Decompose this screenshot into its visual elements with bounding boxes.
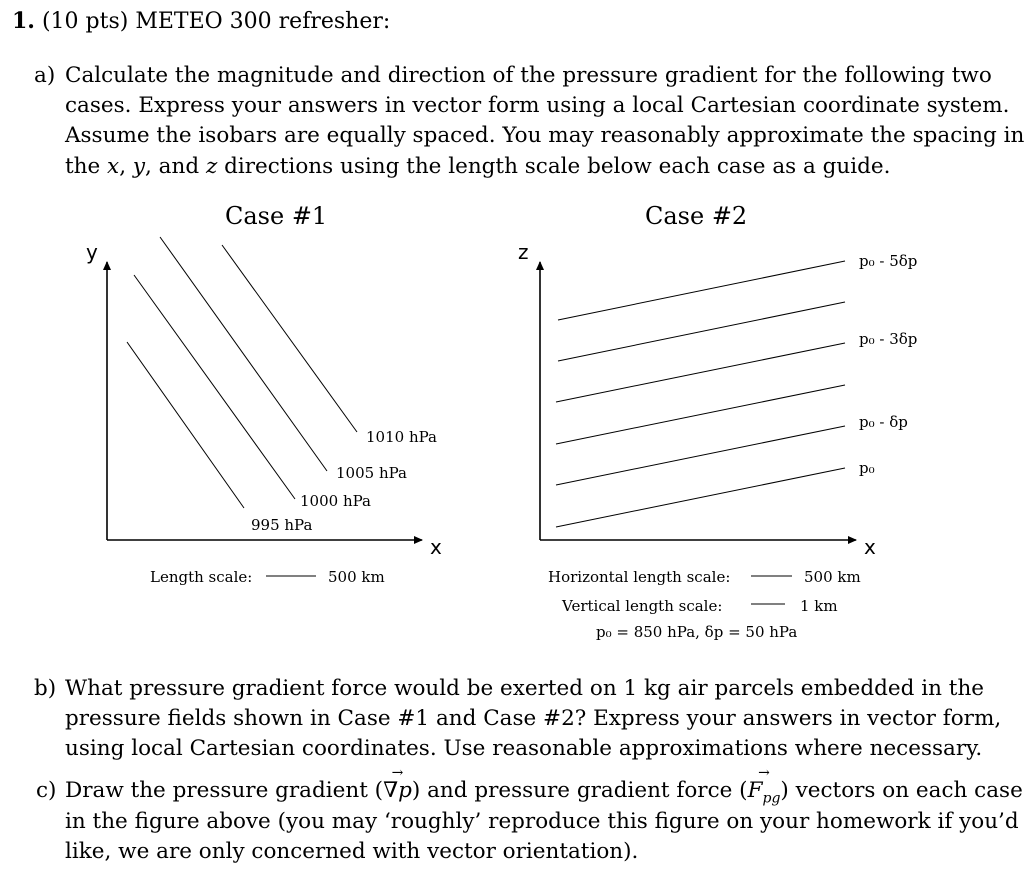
case2-v-scale-label: Vertical length scale: [562,597,723,615]
case1-x-label: x [430,535,442,559]
part-c-pre: Draw the pressure gradient ( [65,778,384,803]
case2-params: p₀ = 850 hPa, δp = 50 hPa [596,623,798,641]
grad-arrow-icon: → [391,765,404,781]
part-a-line-3: Assume the isobars are equally spaced. You may reasonably approximate the spacing in [65,123,1024,148]
case1-title: Case #1 [225,202,328,230]
line4-post: directions using the length scale below each case as a guide. [217,154,891,179]
f-var: F [747,778,763,803]
case1-isobar-1005 [160,237,327,471]
case2-title: Case #2 [645,202,748,230]
case2-isobar-3 [556,343,845,402]
part-b-line-3: using local Cartesian coordinates. Use reasonable approximations where necessary. [65,736,983,761]
question-title: (10 pts) METEO 300 refresher: [41,9,391,34]
case1-scale-value: 500 km [328,568,385,586]
case1-isobar-label-1000: 1000 hPa [300,492,371,510]
part-b-label: b) [34,676,57,701]
case1-isobar-label-995: 995 hPa [251,516,313,534]
part-c-mid: ) and pressure gradient force ( [411,778,748,803]
case2-label-p0-5dp: p₀ - 5δp [859,252,918,270]
case2-z-label: z [518,240,529,264]
nabla-symbol: ∇ [383,778,399,803]
case2-label-p0: p₀ [859,459,875,477]
case1-y-label: y [86,240,98,264]
case1-isobar-1010 [222,245,357,432]
part-c-line-2: in the figure above (you may ‘roughly’ reproduce this figure on your homework if you’d [65,809,1019,834]
fpg-arrow-icon: → [758,765,770,781]
part-c-label: c) [36,778,57,803]
line4-mid2: , and [145,154,206,179]
case1-isobar-label-1010: 1010 hPa [366,428,437,446]
question-number: 1. [12,8,35,34]
case2-isobar-6 [556,468,845,527]
part-a-line-2: cases. Express your answers in vector form using a local Cartesian coordinate system. [65,93,1010,118]
part-b-line-2: pressure fields shown in Case #1 and Case #2? Express your answers in vector form, [65,706,1002,731]
pg-subscript: pg [762,790,781,807]
case2-label-p0-3dp: p₀ - 3δp [859,330,918,348]
part-c-post: ) vectors on each case [780,778,1023,803]
part-a-label: a) [34,63,56,88]
grad-p-var: p [398,778,412,803]
case1-isobar-995 [127,342,244,508]
case1-scale-label: Length scale: [150,568,253,586]
var-y: y [132,154,146,179]
case2-x-label: x [864,535,876,559]
line4-mid1: , [119,154,133,179]
case2-label-p0-dp: p₀ - δp [859,413,908,431]
case2-h-scale-label: Horizontal length scale: [548,568,731,586]
case2-v-scale-value: 1 km [800,597,838,615]
grad-p-vector [383,765,412,807]
case2-h-scale-value: 500 km [804,568,861,586]
part-c-line-3: like, we are only concerned with vector orientation). [65,839,639,864]
var-x: x [107,154,120,179]
part-a-line-1: Calculate the magnitude and direction of the pressure gradient for the following two [65,63,992,88]
var-z: z [205,154,218,179]
part-b-line-1: What pressure gradient force would be exerted on 1 kg air parcels embedded in the [65,676,985,701]
line4-pre: the [65,154,108,179]
case1-isobar-label-1005: 1005 hPa [336,464,407,482]
